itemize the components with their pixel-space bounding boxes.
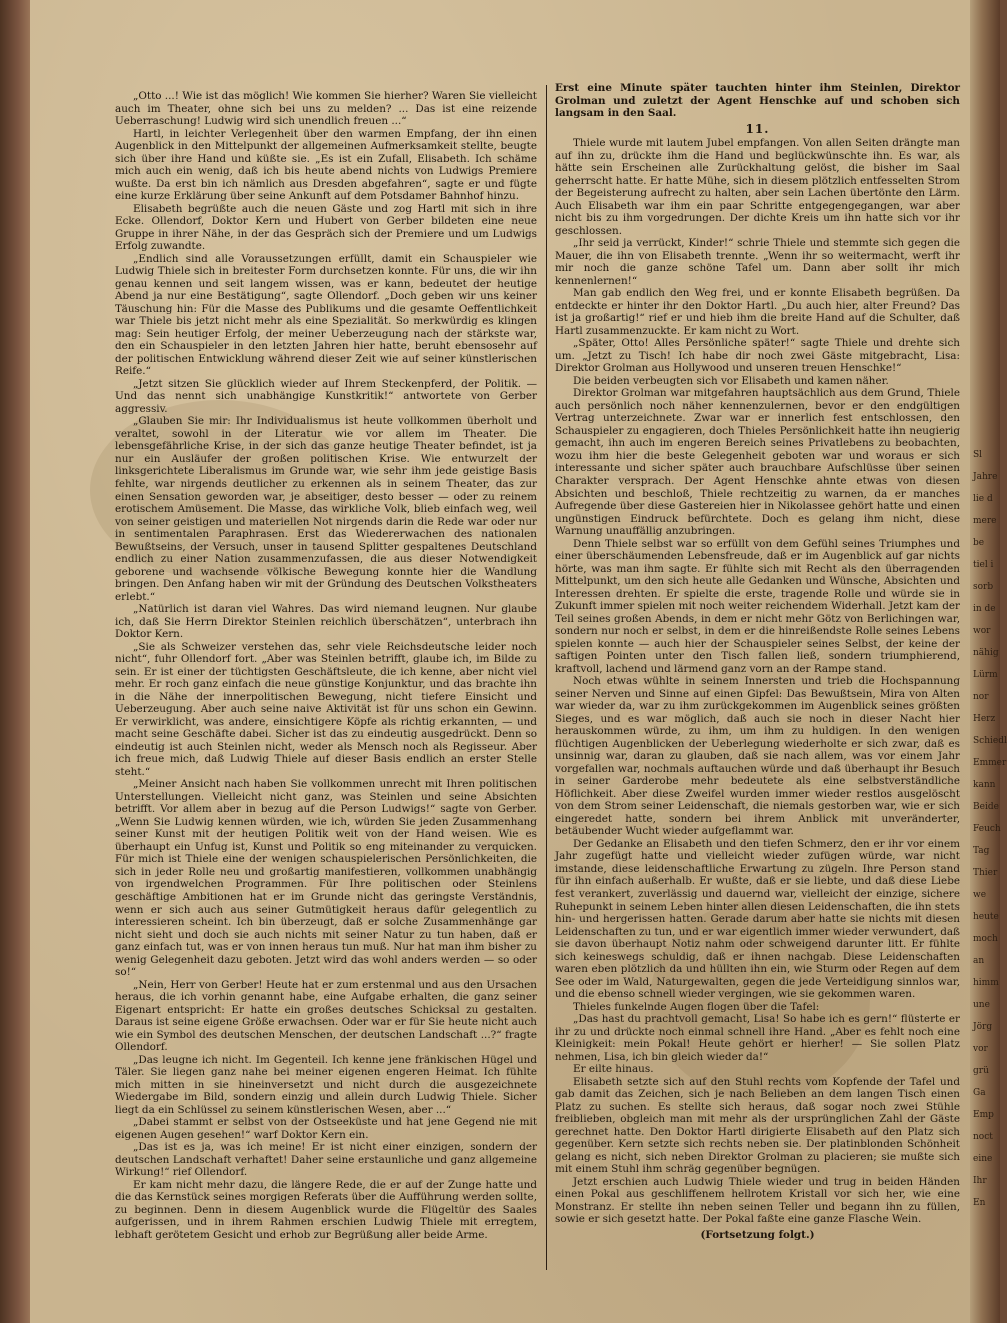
margin-text-fragment: Lürm xyxy=(973,670,998,680)
margin-text-fragment: sorb xyxy=(973,582,994,592)
margin-text-fragment: vor xyxy=(973,1044,988,1054)
paragraph: Hartl, in leichter Verlegenheit über den warmen Empfang, der ihn einen Augenblick in den Mittelpunkt der allgemeinen Aufmerksamkeit stellte, beugte sich über ihre Hand und küßte sie. „Es ist ein Zufall, Elisabeth. Ich schäme mich auch ein wenig, daß ich bis heute abend nichts von Ludwigs Premiere wußte. Da erst bin ich nämlich aus Dresden abgefahren“, sagte er und fügte eine kurze Erklärung über seine Ankunft auf dem Potsdamer Bahnhof hinzu. xyxy=(115,127,537,203)
paragraph: „Das ist es ja, was ich meine! Er ist nicht einer einzigen, sondern der deutschen Landschaft verhaftet! Daher seine erstaunliche und ganz allgemeine Wirkung!“ rief Ollendorf. xyxy=(115,1141,537,1179)
margin-text-fragment: En xyxy=(973,1198,986,1208)
paragraph: Thiele wurde mit lautem Jubel empfangen. Von allen Seiten drängte man auf ihn zu, drückte ihm die Hand und beglückwünschte ihn. Es war, als hätte sein Erscheinen alle Zurückhaltung gelöst, die bisher im Saal geherrscht hatte. Er hatte Mühe, sich in diesem plötzlich entfesselten Strom der Begeisterung aufrecht zu halten, aber sein Lachen übertönte den Lärm. Auch Elisabeth war ihm ein paar Schritte entgegengegangen, war aber nicht bis zu ihm vorgedrungen. Der dichte Kreis um ihn hatte sich vor ihr geschlossen. xyxy=(555,137,960,237)
paragraph: Die beiden verbeugten sich vor Elisabeth und kamen näher. xyxy=(573,374,889,387)
margin-text-fragment: Jörg xyxy=(973,1022,993,1032)
paragraph: Man gab endlich den Weg frei, und er konnte Elisabeth begrüßen. Da entdeckte er hinter ihr den Doktor Hartl. „Du auch hier, alter Freund? Das ist ja großartig!“ rief er und hieb ihm die breite Hand auf die Schulter, daß Hartl zusammenzuckte. Er kam nicht zu Wort. xyxy=(555,287,960,337)
paragraph: Elisabeth setzte sich auf den Stuhl rechts vom Kopfende der Tafel und gab damit das Zeichen, sich je nach Belieben an dem langen Tisch einen Platz zu suchen. Es stellte sich heraus, daß sogar noch zwei Stühle freiblieben, obgleich man mit mehr als der ursprünglichen Zahl der Gäste gerechnet hatte. Den Doktor Hartl dirigierte Elisabeth auf den Platz sich gegenüber. Kern setzte sich rechts neben sie. Der platinblonden Schönheit gelang es nicht, sich neben Direktor Grolman zu placieren; sie mußte sich mit einem Stuhl ihm schräg gegenüber begnügen. xyxy=(555,1075,960,1176)
margin-text-fragment: nor xyxy=(973,692,989,702)
margin-text-fragment: Herz xyxy=(973,714,996,724)
margin-text-fragment: Jahre xyxy=(973,472,998,482)
paragraph: „Glauben Sie mir: Ihr Individualismus ist heute vollkommen überholt und veraltet, sowohl in der Literatur wie vor allem im Theater. Die lebensgefährliche Krise, in der sich das ganze heutige Theater befindet, ist ja nur ein Ausläufer der großen politischen Krise. Wie entwurzelt der linksgerichtete Liberalismus im Grunde war, wie sehr ihm jede geistige Basis fehlte, war nirgends deutlicher zu erkennen als in seinem Theater, das zur einen Sensation geworden war, je abseitiger, desto besser — oder zu reinem erotischem Amüsement. Die Masse, das wirkliche Volk, blieb einfach weg, weil von seiner geistigen und materiellen Not nirgends darin die Rede war oder nur in sentimentalen Paraphrasen. Erst das Wiedererwachen des nationalen Bewußtseins, der Versuch, unser in tausend Splitter gespaltenes Deutschland endlich zu einer Nation zusammenzufassen, die aus dieser Notwendigkeit geborene und wachsende völkische Bewegung konnte hier die Wandlung bringen. Den Anfang haben wir mit der Gründung des Deutschen Volkstheaters erlebt.“ xyxy=(115,415,537,603)
margin-text-fragment: Ga xyxy=(973,1088,986,1098)
margin-text-fragment: be xyxy=(973,538,985,548)
paragraph: „Otto ...! Wie ist das möglich! Wie kommen Sie hierher? Waren Sie vielleicht auch im Theater, ohne sich bei uns zu melden? ... Das ist eine reizende Ueberraschung! Ludwig wird sich unendlich freuen ...“ xyxy=(115,90,537,128)
adjacent-page-edge xyxy=(970,0,1007,1323)
margin-text-fragment: Beide xyxy=(973,802,999,812)
right-column xyxy=(555,82,960,1241)
paragraph: „Ihr seid ja verrückt, Kinder!“ schrie Thiele und stemmte sich gegen die Mauer, die ihn von Elisabeth trennte. „Wenn ihr so weitermacht, werft ihr mir noch die ganze schöne Tafel um. Dann aber sollt ihr mich kennenlernen!“ xyxy=(555,237,960,287)
paragraph: „Nein, Herr von Gerber! Heute hat er zum erstenmal und aus den Ursachen heraus, die ich vorhin genannt habe, eine Aufgabe erhalten, die ganz seiner Eigenart entspricht: Er hatte ein großes deutsches Schicksal zu gestalten. Daraus ist seine eigene Größe erwachsen. Oder war er für Sie heute nicht auch wie ein Symbol des deutschen Menschen, der deutschen Landschaft ...?“ fragte Ollendorf. xyxy=(115,978,537,1054)
right-column-body xyxy=(555,137,960,1226)
continuation-note: (Fortsetzung folgt.) xyxy=(700,1228,815,1241)
paragraph: „Das leugne ich nicht. Im Gegenteil. Ich kenne jene fränkischen Hügel und Täler. Sie liegen ganz nahe bei meiner eigenen engeren Heimat. Ich fühlte mich mitten in sie hineinversetzt und nicht durch die ausgezeichnete Wiedergabe im Bild, sondern einzig und allein durch Ludwig Thiele. Sicher liegt da ein Schlüssel zu seinem künstlerischen Wesen, aber ...“ xyxy=(115,1053,537,1116)
paragraph: Er kam nicht mehr dazu, die längere Rede, die er auf der Zunge hatte und die das Kernstück seines morgigen Referats über die Aufführung werden sollte, zu beginnen. Denn in diesem Augenblick wurde die Flügeltür des Saales aufgerissen, und in ihrem Rahmen erschien Ludwig Thiele mit erregtem, lebhaft gerötetem Gesicht und erhob zur Begrüßung aller beide Arme. xyxy=(115,1178,537,1241)
paragraph: Jetzt erschien auch Ludwig Thiele wieder und trug in beiden Händen einen Pokal aus geschliffenem hellrotem Kristall vor sich her, wie eine Monstranz. Er stellte ihn neben seinen Teller und begann ihn zu füllen, sowie er sich gesetzt hatte. Der Pokal faßte eine ganze Flasche Wein. xyxy=(555,1175,960,1226)
margin-text-fragment: Feuch xyxy=(973,824,1001,834)
paragraph: Elisabeth begrüßte auch die neuen Gäste und zog Hartl mit sich in ihre Ecke. Ollendorf, Doktor Kern und Hubert von Gerber bildeten eine neue Gruppe in ihrer Nähe, in der das Gespräch sich der Premiere und um Ludwigs Erfolg zuwandte. xyxy=(115,202,537,253)
paragraph: Denn Thiele selbst war so erfüllt von dem Gefühl seines Triumphes und einer überschäumenden Lebensfreude, daß er im Augenblick auf gar nichts hörte, was man ihm sagte. Er fühlte sich mit Recht als den überragenden Mittelpunkt, um den sich heute alle Gedanken und Wünsche, Absichten und Interessen drehten. Er spielte die erste, tragende Rolle und würde sie in Zukunft immer spielen mit noch weiter reichendem Widerhall. Jetzt kam der Teil seines großen Abends, in dem er nicht mehr Götz von Berlichingen war, sondern nur noch er selbst, in dem er die hinreißendste Rolle seines Lebens spielen konnte — auch hier der Schauspieler seines Selbst, der keine der saftigen Pointen unter den Tisch fallen ließ, sondern triumphierend, kraftvoll, lachend und lärmend ganz vorn an der Rampe stand. xyxy=(555,537,960,675)
paragraph: „Dabei stammt er selbst von der Ostseeküste und hat jene Gegend nie mit eigenen Augen gesehen!“ warf Doktor Kern ein. xyxy=(115,1116,537,1141)
margin-text-fragment: nähig xyxy=(973,648,999,658)
margin-text-fragment: une xyxy=(973,1000,990,1010)
margin-text-fragment: grü xyxy=(973,1066,989,1076)
paragraph: Noch etwas wühlte in seinem Innersten und trieb die Hochspannung seiner Nerven und Sinne auf einen Gipfel: Das Bewußtsein, Mira von Alten war wieder da, war zu ihm zurückgekommen im Augenblick seines größten Sieges, und es war möglich, daß auch sie noch in dieser Nacht hier herauskommen würde, zu ihm, um ihm zu huldigen. In den wenigen flüchtigen Augenblicken der Ueberlegung wiederholte er sich zwar, daß es unsinnig war, daran zu glauben, daß sie nach allem, was vor einem Jahr vorgefallen war, nochmals auftauchen würde und daß überhaupt ihr Besuch in seiner Garderobe mehr bedeutete als eine selbstverständliche Höflichkeit. Aber diese Zweifel wurden immer wieder restlos ausgelöscht von dem Strom seiner Leidenschaft, die niemals gestorben war, wie er sich eingeredet hatte, sondern bei ihrem Anblick mit unveränderter, betäubender Wucht wieder aufgeflammt war. xyxy=(555,675,960,838)
paragraph: „Natürlich ist daran viel Wahres. Das wird niemand leugnen. Nur glaube ich, daß Sie Herrn Direktor Steinlen reichlich überschätzen“, unterbrach ihn Doktor Kern. xyxy=(115,603,537,641)
chapter-number: 11. xyxy=(745,121,770,136)
left-column xyxy=(115,90,537,1241)
margin-text-fragment: Ihr xyxy=(973,1176,987,1186)
paragraph: „Sie als Schweizer verstehen das, sehr viele Reichsdeutsche leider noch nicht“, fuhr Ollendorf fort. „Aber was Steinlen betrifft, glaube ich, im Bilde zu sein. Er ist einer der tüchtigsten Geschäftsleute, die ich kenne, aber nicht viel mehr. Er roch ganz einfach die neue günstige Konjunktur, und das brachte ihn in die Nähe der innerpolitischen Bewegung, nicht tiefere Einsicht und Ueberzeugung. Aber auch seine naive Aktivität ist für uns schon ein Gewinn. Er verwirklicht, was andere, einsichtigere Köpfe als richtig erkannten, — und macht seine Geschäfte dabei. Sicher ist das zu eindeutig ausgedrückt. Denn so eindeutig ist auch Steinlen nicht, weder als Mensch noch als Regisseur. Aber ich freue mich, daß Ludwig Thiele auf dieser Basis endlich an erster Stelle steht.“ xyxy=(115,640,537,778)
continued-paragraph: Erst eine Minute später tauchten hinter ihm Steinlen, Direktor Grolman und zuletzt der Agent Henschke auf und schoben sich langsam in den Saal. xyxy=(555,82,960,120)
margin-text-fragment: Emp xyxy=(973,1110,994,1120)
paragraph: „Jetzt sitzen Sie glücklich wieder auf Ihrem Steckenpferd, der Politik. — Und das nennt sich unabhängige Kunstkritik!“ antwortete von Gerber aggressiv. xyxy=(115,377,537,415)
paragraph: Der Gedanke an Elisabeth und den tiefen Schmerz, den er ihr vor einem Jahr zugefügt hatte und vielleicht wieder zufügen würde, war nicht imstande, diese leidenschaftliche Erwartung zu zügeln. Ihre Person stand für ihn einfach außerhalb. Er wußte, daß er sie liebte, und daß diese Liebe fest verankert, zuverlässig und dauernd war, vielleicht der einzige, sichere Ruhepunkt in seinem Leben hinter allen diesen Leidenschaften, die ihn stets hin- und hergerissen hatten. Gerade darum aber hatte sie nichts mit diesen Leidenschaften zu tun, und er war eigentlich immer wieder verwundert, daß sie davon überhaupt Notiz nahm oder schweigend darunter litt. Er fühlte sich keineswegs schuldig, daß er ihnen nachgab. Diese Leidenschaften waren eben plötzlich da und hüllten ihn ein, wie Sturm oder Regen auf dem See oder im Wald, Naturgewalten, gegen die jede Verteidigung sinnlos war, und die ebenso schnell wieder vergingen, wie sie gekommen waren. xyxy=(555,837,960,1001)
margin-text-fragment: Emmer xyxy=(973,758,1007,768)
paragraph: „Das hast du prachtvoll gemacht, Lisa! So habe ich es gern!“ flüsterte er ihr zu und drückte noch einmal schnell ihre Hand. „Aber es fehlt noch eine Kleinigkeit: mein Pokal! Heute gehört er hierher! — Sie sollen Platz nehmen, Lisa, ich bin gleich wieder da!“ xyxy=(555,1013,960,1063)
margin-text-fragment: Thier xyxy=(973,868,998,878)
margin-text-fragment: in de xyxy=(973,604,996,614)
margin-text-fragment: we xyxy=(973,890,987,900)
margin-text-fragment: Sl xyxy=(973,450,983,460)
margin-text-fragment: Schiedl xyxy=(973,736,1007,746)
margin-text-fragment: tiel i xyxy=(973,560,994,570)
paragraph: Thieles funkelnde Augen flogen über die Tafel: xyxy=(573,1000,820,1013)
margin-text-fragment: lie d xyxy=(973,494,993,504)
margin-text-fragment: an xyxy=(973,956,985,966)
margin-text-fragment: mere xyxy=(973,516,997,526)
paragraph: Direktor Grolman war mitgefahren hauptsächlich aus dem Grund, Thiele auch persönlich noch näher kennenzulernen, bevor er den endgültigen Vertrag unterzeichnete. Zwar war er innerlich fest entschlossen, den Schauspieler zu engagieren, doch Thieles Persönlichkeit hatte ihn neugierig gemacht, ihn auch im engeren Bereich seines Privatlebens zu beobachten, wozu ihm hier die beste Gelegenheit geboten war und woraus er sich interessante und sicher später auch brauchbare Aufschlüsse über seinen Charakter versprach. Der Agent Henschke ahnte etwas von diesen Absichten und beschloß, Thiele rechtzeitig zu warnen, da er manches Aufregende über diese Gastereien hier in Nikolassee gehört hatte und einen ungünstigen Eindruck befürchtete. Doch es gelang ihm nicht, diese Warnung unauffällig anzubringen. xyxy=(555,387,960,538)
margin-text-fragment: noct xyxy=(973,1132,993,1142)
column-divider xyxy=(546,85,547,1270)
margin-text-fragment: heute xyxy=(973,912,999,922)
margin-text-fragment: kann xyxy=(973,780,996,790)
left-binding-edge xyxy=(0,0,30,1323)
margin-text-fragment: eine xyxy=(973,1154,993,1164)
margin-text-fragment: wor xyxy=(973,626,991,636)
margin-text-fragment: himm xyxy=(973,978,999,988)
paragraph: Er eilte hinaus. xyxy=(573,1063,654,1076)
paragraph: „Meiner Ansicht nach haben Sie vollkommen unrecht mit Ihren politischen Unterstellungen. Vielleicht nicht ganz, was Steinlen und seine Absichten betrifft. Vor allem aber in bezug auf die Person Ludwigs!“ sagte von Gerber. „Wenn Sie Ludwig kennen würden, wie ich, würden Sie jeden Zusammenhang seiner Kunst mit der heutigen Politik weit von der Hand weisen. Wie es überhaupt ein Unfug ist, Kunst und Politik so eng miteinander zu verquicken. Für mich ist Thiele eine der wenigen schauspielerischen Persönlichkeiten, die sich in jeder Rolle neu und großartig manifestieren, vollkommen unabhängig von irgendwelchen Programmen. Für Ihre politischen oder Steinlens geschäftige Ambitionen hat er im Grunde nicht das geringste Verständnis, wenn er sich auch aus seiner Gutmütigkeit heraus dafür gelegentlich zu interessieren scheint. Ich bin überzeugt, daß er solche Zusammenhänge gar nicht sieht und doch sie auch nichts mit seiner Natur zu tun haben, daß er ganz einfach tut, was er von innen heraus tun muß. Nur hat man ihm bisher zu wenig Gelegenheit dazu geboten. Jetzt wird das wohl anders werden — so oder so!“ xyxy=(115,778,537,979)
paragraph: „Später, Otto! Alles Persönliche später!“ sagte Thiele und drehte sich um. „Jetzt zu Tisch! Ich habe dir noch zwei Gäste mitgebracht, Lisa: Direktor Grolman aus Hollywood und unseren treuen Henschke!“ xyxy=(555,337,960,375)
margin-text-fragment: moch xyxy=(973,934,998,944)
margin-text-fragment: Tag xyxy=(973,846,990,856)
paragraph: „Endlich sind alle Voraussetzungen erfüllt, damit ein Schauspieler wie Ludwig Thiele sich in breitester Form durchsetzen konnte. Für uns, die wir ihn genau kennen und seit langem wissen, was er kann, bedeutet der heutige Abend ja nur eine Bestätigung“, sagte Ollendorf. „Doch geben wir uns keiner Täuschung hin: Für die Masse des Publikums und die gesamte Oeffentlichkeit war Thiele bis jetzt nicht mehr als eine Spezialität. So merkwürdig es klingen mag: Sein heutiger Erfolg, der meiner Ueberzeugung nach der stärkste war, den ein Schauspieler in den letzten Jahren hier hatte, beruht ebensosehr auf der politischen Entwicklung während dieser Zeit wie auf seiner künstlerischen Reife.“ xyxy=(115,252,537,378)
